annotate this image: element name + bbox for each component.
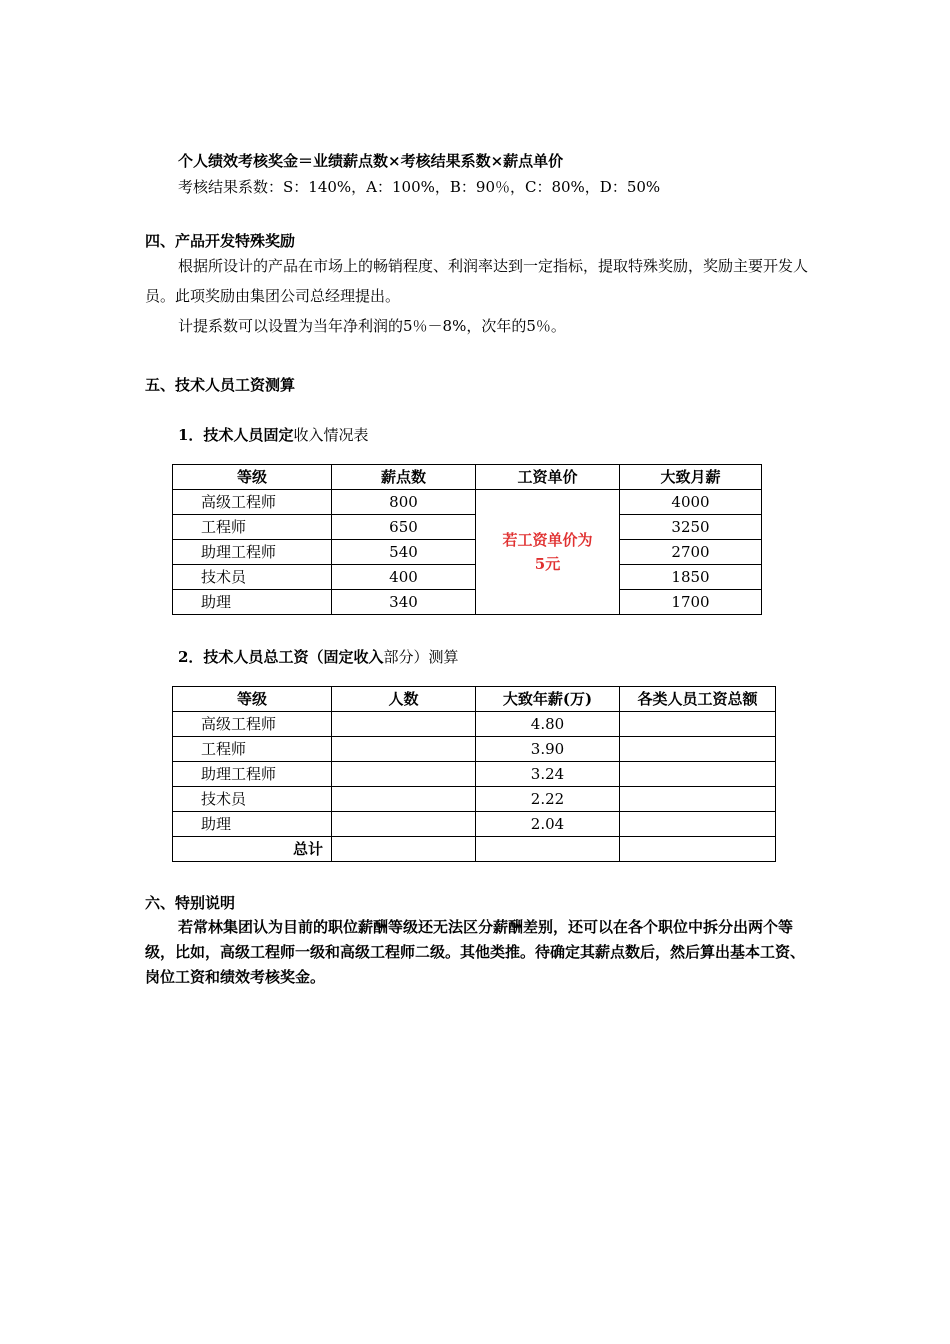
unit-price-note-line2: 5元 [534,555,561,573]
cell-total [620,712,776,737]
table2-caption [178,647,458,667]
cell-monthly: 4000 [620,490,762,515]
cell-annual: 3.90 [476,737,620,762]
cell-points: 650 [332,515,476,540]
header-monthly-salary: 大致月薪 [620,465,762,490]
header-annual-salary: 大致年薪(万) [476,687,620,712]
table1-caption-rest: 收入情况表 [293,426,369,444]
header-total-amount: 各类人员工资总额 [620,687,776,712]
table-row [173,565,762,590]
cell-grade: 助理工程师 [173,762,332,787]
table-row [173,590,762,615]
table-row [173,515,762,540]
cell-grade: 高级工程师 [173,712,332,737]
table-row [173,812,776,837]
header-unit-price: 工资单价 [476,465,620,490]
fixed-income-table [172,464,762,615]
cell-total-headcount [332,837,476,862]
bonus-formula: 个人绩效考核奖金＝业绩薪点数×考核结果系数×薪点单价 [178,152,564,170]
cell-grade: 工程师 [173,737,332,762]
table-row [173,712,776,737]
cell-grade: 助理 [173,590,332,615]
cell-monthly: 3250 [620,515,762,540]
cell-annual: 2.22 [476,787,620,812]
unit-price-note [476,490,620,615]
cell-grade: 技术员 [173,565,332,590]
cell-points: 400 [332,565,476,590]
section4-coefficient: 计提系数可以设置为当年净利润的5％－8%，次年的5％。 [178,317,566,335]
cell-grade: 高级工程师 [173,490,332,515]
cell-grand-total [620,837,776,862]
cell-headcount [332,712,476,737]
cell-total-label: 总计 [173,837,332,862]
cell-headcount [332,762,476,787]
header-points: 薪点数 [332,465,476,490]
section6-title: 六、特别说明 [145,894,236,912]
table-row [173,762,776,787]
cell-grade: 助理 [173,812,332,837]
table-total-row [173,837,776,862]
section4-title: 四、产品开发特殊奖励 [145,232,296,250]
cell-grade: 技术员 [173,787,332,812]
table-row [173,490,762,515]
table2-caption-rest: 部分）测算 [383,648,459,666]
table-header-row [173,687,776,712]
cell-monthly: 1700 [620,590,762,615]
table-row [173,787,776,812]
table2-caption-bold: 2．技术人员总工资（固定收入 [178,648,384,666]
header-grade: 等级 [173,687,332,712]
cell-headcount [332,812,476,837]
table-header-row [173,465,762,490]
section5-title: 五、技术人员工资测算 [145,376,296,394]
unit-price-note-line1: 若工资单价为 [502,531,593,549]
table-row [173,737,776,762]
cell-total [620,812,776,837]
cell-grade: 工程师 [173,515,332,540]
cell-headcount [332,787,476,812]
cell-annual: 2.04 [476,812,620,837]
cell-total-annual [476,837,620,862]
header-grade: 等级 [173,465,332,490]
table1-caption-bold: 1．技术人员固定 [178,426,294,444]
cell-annual: 3.24 [476,762,620,787]
table1-caption [178,425,368,445]
cell-annual: 4.80 [476,712,620,737]
cell-headcount [332,737,476,762]
cell-total [620,762,776,787]
table-row [173,540,762,565]
cell-points: 340 [332,590,476,615]
section6-paragraph: 若常林集团认为目前的职位薪酬等级还无法区分薪酬差别，还可以在各个职位中拆分出两个等级，比如，高级工程师一级和高级工程师二级。其他类推。待确定其薪点数后，然后算出基本工资、岗位工资和绩效考核奖金。 [145,918,806,986]
section4-paragraph: 根据所设计的产品在市场上的畅销程度、利润率达到一定指标，提取特殊奖励，奖励主要开发人员。此项奖励由集团公司总经理提出。 [145,257,809,305]
cell-monthly: 2700 [620,540,762,565]
cell-total [620,737,776,762]
cell-grade: 助理工程师 [173,540,332,565]
cell-total [620,787,776,812]
cell-points: 540 [332,540,476,565]
cell-points: 800 [332,490,476,515]
cell-monthly: 1850 [620,565,762,590]
header-headcount: 人数 [332,687,476,712]
coefficient-line: 考核结果系数：S：140%，A：100%，B：90％，C：80%，D：50% [178,178,661,196]
total-salary-table [172,686,776,862]
